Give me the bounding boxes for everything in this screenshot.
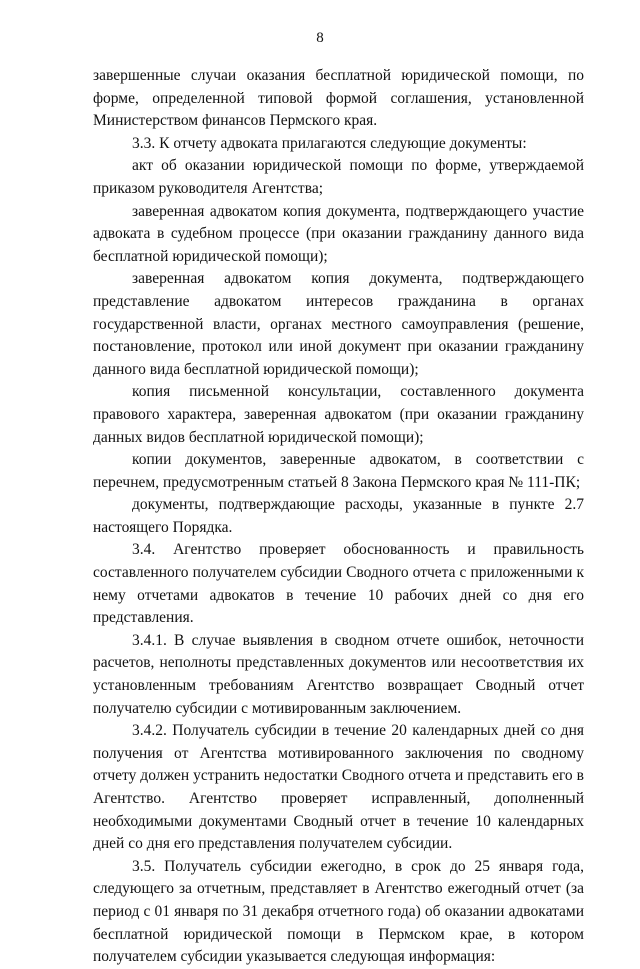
paragraph-3-3: 3.3. К отчету адвоката прилагаются следующие документы: — [132, 134, 527, 152]
paragraph-3-5: 3.5. Получатель субсидии ежегодно, в срок до 25 января года, следующего за отчетным, представляет в Агентство ежегодный отчет (за период с 01 января по 31 декабря отчетного года) об оказании адвокатами бесплатной юридической помощи в Пермском крае, в котором получателем субсидии указывается следующая информация: — [93, 857, 584, 966]
paragraph-3-4: 3.4. Агентство проверяет обоснованность и правильность составленного получателем субсидии Сводного отчета с приложенными к нему отчетами адвокатов в течение 10 рабочих дней со дня его представления. — [93, 541, 584, 627]
list-item-consultation-copy: копия письменной консультации, составленного документа правового характера, заверенная адвокатом (при оказании гражданину данных видов бесплатной юридической помощи); — [93, 383, 584, 446]
list-item-expenses: документы, подтверждающие расходы, указанные в пункте 2.7 настоящего Порядка. — [93, 496, 584, 536]
list-item-document-copies: копии документов, заверенные адвокатом, в соответствии с перечнем, предусмотренным статьей 8 Закона Пермского края № 111-ПК; — [93, 451, 584, 491]
page-number: 8 — [316, 30, 324, 46]
list-item-act: акт об оказании юридической помощи по форме, утверждаемой приказом руководителя Агентства; — [93, 157, 584, 197]
paragraph-3-4-2: 3.4.2. Получатель субсидии в течение 20 календарных дней со дня получения от Агентства мотивированного заключения по сводному отчету должен устранить недостатки Сводного отчета и представить его в Агентство. Агентство проверяет исправленный, дополненный необходимыми документами Сводный отчет в течение 10 календарных дней со дня его представления получателем субсидии. — [93, 722, 584, 853]
document-body — [93, 65, 584, 969]
paragraph-3-4-1: 3.4.1. В случае выявления в сводном отчете ошибок, неточности расчетов, неполноты представленных документов или несоответствия их установленным требованиям Агентство возвращает Сводный отчет получателю субсидии с мотивированным заключением. — [93, 631, 584, 717]
list-item-representation-copy: заверенная адвокатом копия документа, подтверждающего представление адвокатом интересов гражданина в органах государственной власти, органах местного самоуправления (решение, постановление, протокол или иной документ при оказании гражданину данного вида бесплатной юридической помощи); — [93, 270, 584, 378]
list-item-court-copy: заверенная адвокатом копия документа, подтверждающего участие адвоката в судебном процессе (при оказании гражданину данного вида бесплатной юридической помощи); — [93, 202, 584, 265]
paragraph-continuation: завершенные случаи оказания бесплатной юридической помощи, по форме, определенной типовой формой соглашения, установленной Министерством финансов Пермского края. — [93, 67, 584, 130]
